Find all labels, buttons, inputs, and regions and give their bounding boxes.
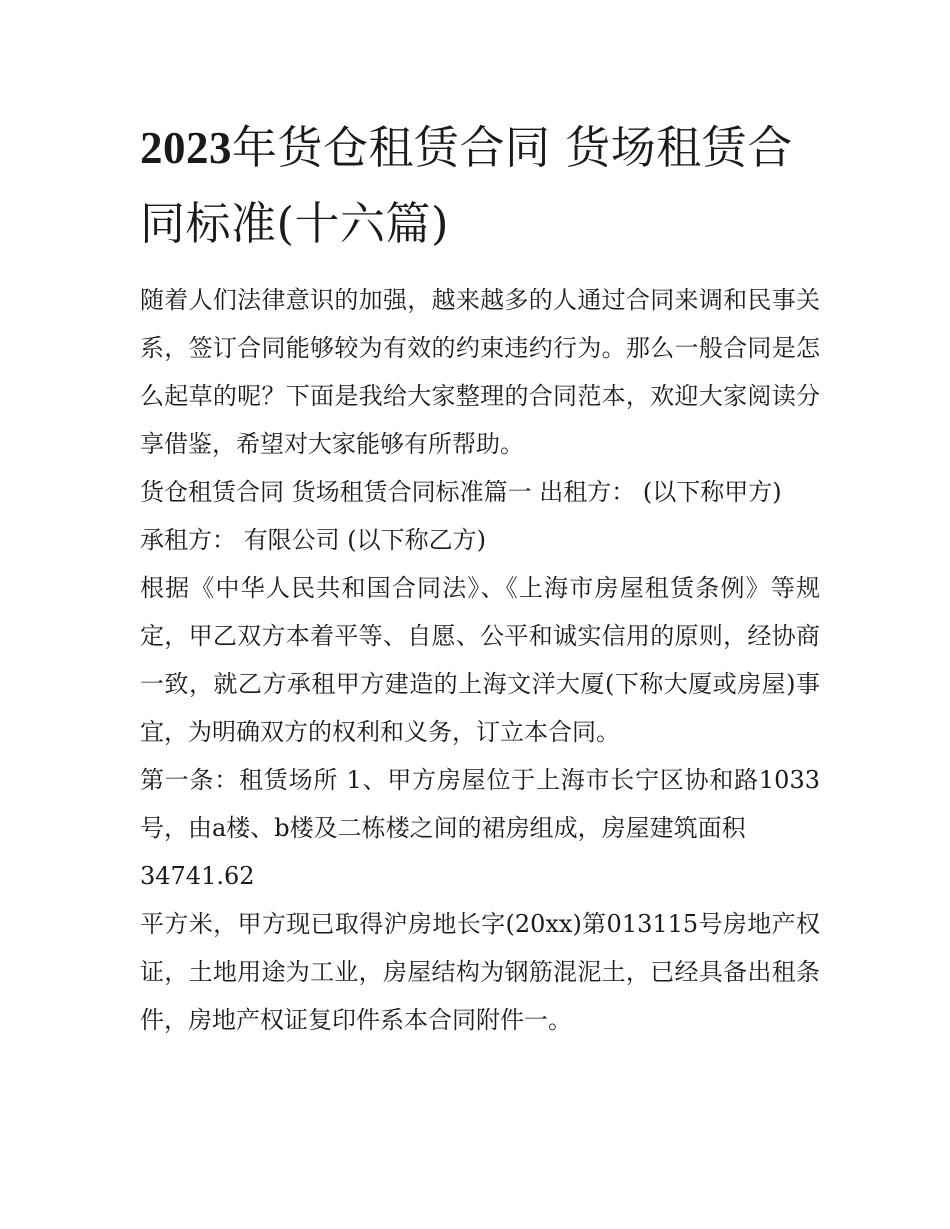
article-one-paragraph: 第一条：租赁场所 1、甲方房屋位于上海市长宁区协和路1033号，由a楼、b楼及二栋楼之间的裙房组成，房屋建筑面积 [140,766,820,842]
lessee-line: 承租方： 有限公司 (以下称乙方) [140,526,486,554]
title-text: 年货仓租赁合同 货场租赁合同标准(十六篇) [140,121,793,250]
area-value: 34741.62 [140,862,255,890]
certificate-paragraph: 平方米，甲方现已取得沪房地长字(20xx)第013115号房地产权证，土地用途为工业，房屋结构为钢筋混泥土，已经具备出租条件，房地产权证复印件系本合同附件一。 [140,910,820,1034]
title-year: 2023 [140,123,232,173]
intro-paragraph: 随着人们法律意识的加强，越来越多的人通过合同来调和民事关系，签订合同能够较为有效的约束违约行为。那么一般合同是怎么起草的呢？下面是我给大家整理的合同范本，欢迎大家阅读分享借鉴，希望对大家能够有所帮助。 [140,286,820,458]
basis-paragraph: 根据《中华人民共和国合同法》、《上海市房屋租赁条例》等规定，甲乙双方本着平等、自愿、公平和诚实信用的原则，经协商一致，就乙方承租甲方建造的上海文洋大厦(下称大厦或房屋)事宜，为明确双方的权利和义务，订立本合同。 [140,574,820,746]
document-title [140,110,820,262]
document-page [140,110,820,1044]
contract-heading-lessor: 货仓租赁合同 货场租赁合同标准篇一 出租方： (以下称甲方) [140,478,782,506]
